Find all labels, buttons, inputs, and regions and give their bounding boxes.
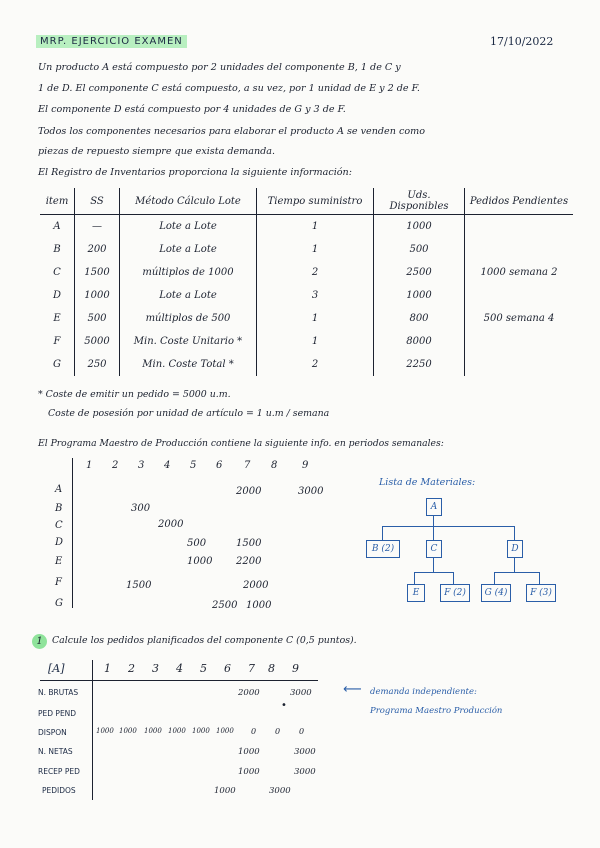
mrp-week: 8 [268,662,275,675]
mps-entry: 1500 [236,538,262,549]
cell-avail: 2500 [374,261,465,284]
mrp-week: 4 [176,662,183,675]
mrp-item-label: [A] [48,662,65,675]
mrp-row-orders: PEDIDOS [42,786,76,795]
mrp-week: 9 [292,662,299,675]
cell-method: múltiplos de 500 [120,307,257,330]
mps-item: C [55,520,63,531]
mps-week: 3 [138,460,145,471]
table-row [40,307,573,330]
cell-method: Lote a Lote [120,238,257,261]
cell-item: E [40,307,75,330]
table-row [40,284,573,307]
cell-avail: 8000 [374,330,465,353]
inventory-header-row [40,188,573,215]
table-row [40,353,573,376]
mps-entry: 2000 [243,580,269,591]
bom-connector [494,572,495,584]
bom-connector [433,558,434,572]
mrp-value: 3000 [294,747,316,757]
cell-method: Lote a Lote [120,215,257,239]
cell-pending [465,284,574,307]
mrp-value: 1000 [168,727,186,735]
mps-week: 1 [86,460,93,471]
mps-entry: 2200 [236,556,262,567]
cell-avail: 2250 [374,353,465,376]
annotation-arrow-icon: ⟵ [343,682,362,697]
mps-entry: 2000 [236,486,262,497]
table-row [40,330,573,353]
inventory-table [40,188,573,376]
mps-entry: 2500 [212,600,238,611]
col-method: Método Cálculo Lote [120,188,257,215]
cell-lead: 2 [257,353,374,376]
mrp-marker-dot: • [281,700,287,711]
bom-connector [414,572,415,584]
bom-node-e: E [407,584,425,602]
bom-connector [539,572,540,584]
cell-method: múltiplos de 1000 [120,261,257,284]
col-available: Uds. Disponibles [374,188,465,215]
mps-week: 2 [112,460,119,471]
cell-method: Min. Coste Unitario * [120,330,257,353]
mrp-horizontal-rule [40,680,318,681]
cell-method: Lote a Lote [120,284,257,307]
cell-ss: 1500 [75,261,120,284]
cell-ss: 200 [75,238,120,261]
cell-avail: 500 [374,238,465,261]
cell-ss: 5000 [75,330,120,353]
mps-week: 7 [244,460,251,471]
bom-connector [453,572,454,584]
mps-entry: 300 [131,503,151,514]
mps-week: 9 [302,460,309,471]
intro-line-4: Todos los componentes necesarios para elaborar el producto A se venden como [38,126,425,137]
mrp-value: 1000 [96,727,114,735]
cell-item: B [40,238,75,261]
bom-connector [494,572,540,573]
mps-entry: 1000 [187,556,213,567]
mps-entry: 2000 [158,519,184,530]
mrp-value: 3000 [294,767,316,777]
cell-pending: 500 semana 4 [483,313,555,324]
bom-node-g4: G (4) [481,584,511,602]
mps-intro: El Programa Maestro de Producción contiene la siguiente info. en periodos semanales: [38,438,444,449]
annotation-line-1: demanda independiente: [370,687,477,697]
mrp-value: 3000 [290,688,312,698]
cell-item: C [40,261,75,284]
mps-item: A [55,484,63,495]
mrp-value: 1000 [144,727,162,735]
mps-item: D [55,537,64,548]
bom-node-d: D [507,540,523,558]
note-order-cost: * Coste de emitir un pedido = 5000 u.m. [38,389,231,400]
cell-lead: 3 [257,284,374,307]
mrp-week: 2 [128,662,135,675]
cell-avail: 800 [374,307,465,330]
mrp-row-gross: N. BRUTAS [38,688,79,697]
bom-node-f3: F (3) [526,584,556,602]
mrp-value: 2000 [238,688,260,698]
bom-node-b: B (2) [366,540,400,558]
intro-line-5: piezas de repuesto siempre que exista demanda. [38,146,276,157]
bom-connector [433,526,434,540]
mrp-value: 0 [299,727,305,736]
mps-item: E [55,556,63,567]
mrp-row-pending: PED PEND [38,709,77,718]
col-ss: SS [75,188,120,215]
note-holding-cost: Coste de posesión por unidad de artículo = 1 u.m / semana [48,408,330,419]
mps-week: 5 [190,460,197,471]
cell-pending [465,215,574,239]
col-lead-time: Tiempo suministro [257,188,374,215]
bom-title: Lista de Materiales: [379,477,476,488]
mrp-value: 1000 [119,727,137,735]
cell-lead: 1 [257,238,374,261]
mps-entry: 3000 [298,486,324,497]
mrp-value: 1000 [216,727,234,735]
annotation-line-2: Programa Maestro Producción [370,706,503,716]
intro-line-3: El componente D está compuesto por 4 unidades de G y 3 de F. [38,104,346,115]
col-pending: Pedidos Pendientes [465,188,574,215]
question-number-badge: 1 [32,634,47,649]
cell-ss: 250 [75,353,120,376]
intro-line-2: 1 de D. El componente C está compuesto, a su vez, por 1 unidad de E y 2 de F. [38,83,420,94]
cell-item: F [40,330,75,353]
mrp-week: 5 [200,662,207,675]
cell-avail: 1000 [374,284,465,307]
mps-week: 4 [164,460,171,471]
intro-line-6: El Registro de Inventarios proporciona la siguiente información: [38,167,352,178]
cell-item: D [40,284,75,307]
cell-pending: 1000 semana 2 [480,267,558,278]
cell-ss: 500 [75,307,120,330]
mps-entry: 500 [187,538,207,549]
bom-connector [514,558,515,572]
mrp-value: 0 [275,727,281,736]
mrp-row-available: DISPON [38,728,67,737]
mps-item: B [55,503,63,514]
cell-ss: 1000 [75,284,120,307]
cell-lead: 2 [257,261,374,284]
table-row [40,238,573,261]
table-row [40,261,573,284]
cell-ss: — [75,215,120,239]
exercise-title: MRP. EJERCICIO EXAMEN [36,35,187,48]
mps-item: F [55,577,62,588]
bom-connector [382,526,515,527]
cell-lead: 1 [257,215,374,239]
mrp-row-receipt: RECEP PED [38,767,80,776]
mps-item: G [55,598,63,609]
intro-line-1: Un producto A está compuesto por 2 unidades del componente B, 1 de C y [38,62,401,73]
mrp-value: 1000 [238,767,260,777]
bom-node-a: A [426,498,442,516]
mrp-week: 3 [152,662,159,675]
bom-connector [414,572,454,573]
mrp-value: 1000 [192,727,210,735]
mrp-value: 0 [251,727,257,736]
cell-method: Min. Coste Total * [120,353,257,376]
bom-connector [514,526,515,540]
bom-connector [433,516,434,526]
bom-connector [382,526,383,540]
col-item: item [40,188,75,215]
cell-item: A [40,215,75,239]
mps-vertical-rule [72,458,73,608]
cell-lead: 1 [257,330,374,353]
exercise-date: 17/10/2022 [490,35,554,48]
bom-node-f2: F (2) [440,584,470,602]
mrp-value: 1000 [214,786,236,796]
table-row [40,215,573,239]
mrp-week: 1 [104,662,111,675]
mps-entry: 1000 [246,600,272,611]
question-text: Calcule los pedidos planificados del componente C (0,5 puntos). [52,635,357,646]
mps-week: 8 [271,460,278,471]
bom-node-c: C [426,540,442,558]
mrp-row-net: N. NETAS [38,747,73,756]
mrp-value: 3000 [269,786,291,796]
cell-item: G [40,353,75,376]
cell-pending [465,330,574,353]
mrp-week: 7 [248,662,255,675]
cell-avail: 1000 [374,215,465,239]
mrp-week: 6 [224,662,231,675]
mps-entry: 1500 [126,580,152,591]
mrp-value: 1000 [238,747,260,757]
mps-week: 6 [216,460,223,471]
cell-lead: 1 [257,307,374,330]
cell-pending [465,353,574,376]
cell-pending [465,238,574,261]
